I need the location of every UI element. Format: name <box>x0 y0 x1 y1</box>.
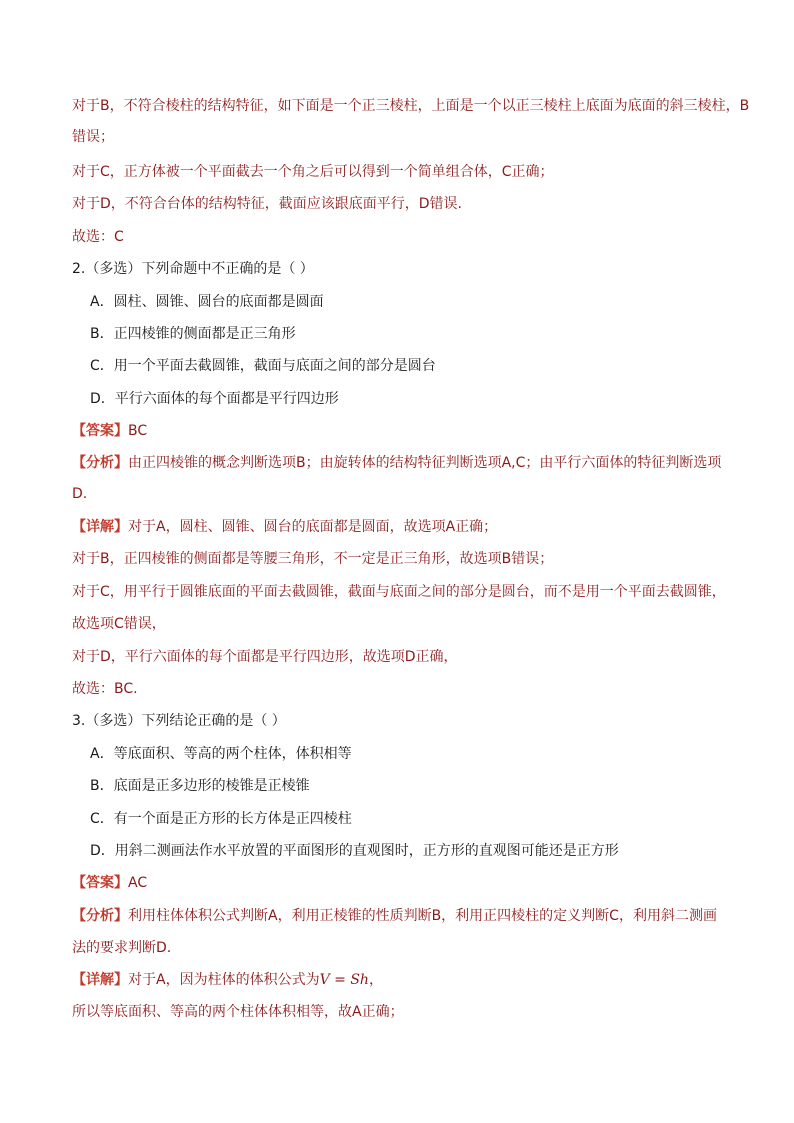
option-d: D．用斜二测画法作水平放置的平面图形的直观图时，正方形的直观图可能还是正方形 <box>90 843 619 859</box>
text-line: 对于B，不符合棱柱的结构特征，如下面是一个正三棱柱，上面是一个以正三棱柱上底面为底面的斜三棱柱，B <box>72 98 750 114</box>
analysis-text: 由正四棱锥的概念判断选项B；由旋转体的结构特征判断选项A,C；由平行六面体的特征判断选项 <box>128 455 722 471</box>
analysis-tag: 【分析】 <box>72 908 128 924</box>
analysis-text: 利用柱体体积公式判断A，利用正棱锥的性质判断B，利用正四棱柱的定义判断C，利用斜二测画 <box>128 908 717 924</box>
detail-text: 对于A，因为柱体的体积公式为 <box>128 972 320 988</box>
detail-tag: 【详解】 <box>72 519 128 535</box>
question-2: 2.（多选）下列命题中不正确的是（ ） <box>72 261 314 277</box>
detail-tag: 【详解】 <box>72 972 128 988</box>
detail-text: 对于A，圆柱、圆锥、圆台的底面都是圆面，故选项A正确； <box>128 519 498 535</box>
choice-line: 故选：C <box>72 229 124 245</box>
text-line: 错误； <box>72 129 114 145</box>
choice-line: 故选：BC. <box>72 681 138 697</box>
question-3: 3.（多选）下列结论正确的是（ ） <box>72 713 286 729</box>
text-line: 法的要求判断D. <box>72 940 172 956</box>
text-line: D. <box>72 486 88 502</box>
answer-value: BC <box>128 423 148 439</box>
detail-text-end: ， <box>368 972 383 988</box>
answer-tag: 【答案】 <box>72 875 128 891</box>
analysis-line <box>72 453 721 473</box>
answer-line <box>72 873 147 893</box>
answer-line <box>72 421 147 441</box>
text-line: 对于B，正四棱锥的侧面都是等腰三角形，不一定是正三角形，故选项B错误； <box>72 551 554 567</box>
option-d: D．平行六面体的每个面都是平行四边形 <box>90 391 339 407</box>
answer-tag: 【答案】 <box>72 423 128 439</box>
text-line: 对于C，正方体被一个平面截去一个角之后可以得到一个简单组合体，C正确； <box>72 164 554 180</box>
option-a: A．圆柱、圆锥、圆台的底面都是圆面 <box>90 294 324 310</box>
option-b: B．正四棱锥的侧面都是正三角形 <box>90 326 296 342</box>
text-line: 故选项C错误， <box>72 616 166 632</box>
text-line: 对于D，不符合台体的结构特征，截面应该跟底面平行，D错误. <box>72 196 463 212</box>
analysis-tag: 【分析】 <box>72 455 128 471</box>
text-line: 对于D，平行六面体的每个面都是平行四边形，故选项D正确， <box>72 649 458 665</box>
detail-line <box>72 970 383 990</box>
answer-value: AC <box>128 875 148 891</box>
text-line: 所以等底面积、等高的两个柱体体积相等，故A正确； <box>72 1004 404 1020</box>
option-c: C．有一个面是正方形的长方体是正四棱柱 <box>90 811 352 827</box>
detail-line <box>72 517 497 537</box>
option-a: A．等底面积、等高的两个柱体，体积相等 <box>90 746 352 762</box>
option-b: B．底面是正多边形的棱锥是正棱锥 <box>90 778 310 794</box>
analysis-line <box>72 906 717 926</box>
option-c: C．用一个平面去截圆锥，截面与底面之间的部分是圆台 <box>90 358 436 374</box>
volume-formula: V = Sh <box>319 972 369 988</box>
text-line: 对于C，用平行于圆锥底面的平面去截圆锥，截面与底面之间的部分是圆台，而不是用一个平面去截圆锥， <box>72 584 726 600</box>
